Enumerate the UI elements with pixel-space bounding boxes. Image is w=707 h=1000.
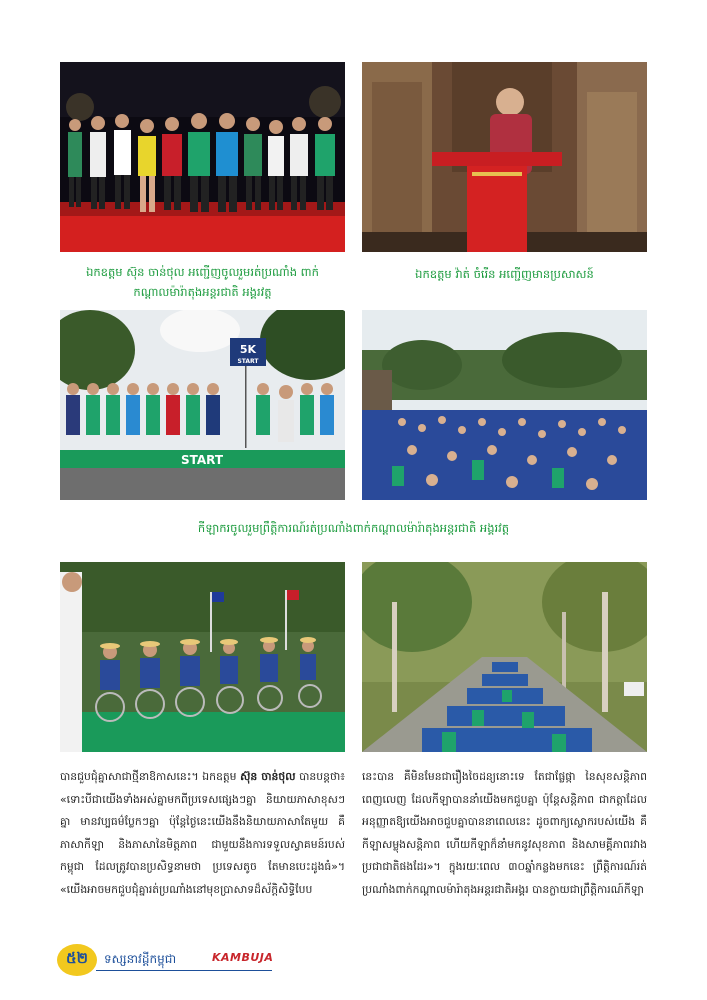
page-number-badge: ៥២ xyxy=(57,944,97,976)
caption-top-right: ឯកឧត្តម វ៉ាត់ ចំរើន អញ្ជើញមានប្រសាសន៍ xyxy=(415,267,594,281)
photo-speaker-podium xyxy=(362,62,647,252)
start-sign-5k: 5K xyxy=(239,343,257,356)
caption-middle: កីឡាករចូលរួមព្រឹត្តិការណ៍រត់ប្រណាំងពាក់កណ្ដាលម៉ារ៉ាតុងអន្តរជាតិ អង្គរវត្ត xyxy=(197,521,510,535)
start-floor-text: START xyxy=(180,453,224,467)
magazine-title: ទស្សនាវដ្ដីកម្ពុជា xyxy=(104,952,177,966)
brand-name: KAMBUJA xyxy=(212,951,274,964)
body-column-right: នេះបាន គឺមិនមែនជារឿងចៃដន្យនោះទេ តែជាផ្លែផ្កា នៃសុខសន្តិភាពពេញលេញ ដែលកីឡាបាននាំយើងមកជួបគ្នា ប៉ុន្តែសន្តិភាព ជាកត្តាដែលអនុញ្ញាតឱ្យយើងអាចជួបគ្នាបាននាពេលនេះ ដូចពាក្យស្លោករបស់យើង គឺកីឡាសម្លុងសន្តិភាព ហើយកីឡាក៏នាំមកនូវសុខភាព និងសាមគ្គីភាពរវាងប្រជាជាតិផងដែរ»។ ក្នុងរយៈពេល ៣០ឆ្នាំកន្លងមកនេះ ព្រឹត្តិការណ៍រត់ប្រណាំងពាក់កណ្ដាលម៉ារ៉ាតុងអន្តរជាតិអង្គរ បានក្លាយជាព្រឹត្តិការណ៍កីឡា xyxy=(362,770,647,896)
footer-divider xyxy=(96,970,272,971)
photo-runners-crowd xyxy=(362,310,647,500)
photo-5k-start-line xyxy=(60,310,345,500)
photo-forest-road-runners xyxy=(362,562,647,752)
body-left-name: ស៊ុន ចាន់ថុល xyxy=(240,770,296,783)
body-left-text: បានបន្តថា៖ «ទោះបីជាយើងទាំងអស់គ្នាមកពីប្រទេសផ្សេងៗគ្នា និយាយភាសាខុសៗគ្នា មានវប្បធម៌ប្លែកៗគ្នា ប៉ុន្តែថ្ងៃនេះយើងនឹងនិយាយភាសាតែមួយ គឺភាសាកីឡា និងភាសានៃមិត្តភាព ជាមួយនឹងការទទួលស្វាគមន៍របស់កម្ពុជា ដែលត្រូវបានប្រសិទ្ធនាមថា ប្រទេសតូច តែមានបេះដូងធំ»។ «យើងអាចមកជួបជុំគ្នារត់ប្រណាំងនៅមុខប្រាសាទដ៏ស័ក្តិសិទ្ធិបែប xyxy=(60,770,345,896)
photo-wheelchair-racers xyxy=(60,562,345,752)
body-column-left xyxy=(60,766,345,946)
start-sign-start: START xyxy=(237,358,259,365)
body-left-intro: បានជួបជុំគ្នាសាជាថ្មីនាឱកាសនេះ។ ឯកឧត្តម xyxy=(60,770,241,783)
photo-dignitaries-red-carpet xyxy=(60,62,345,252)
caption-top-left: ឯកឧត្តម ស៊ុន ចាន់ថុល អញ្ជើញចូលរួមរត់ប្រណាំង ពាក់កណ្ដាលម៉ារ៉ាតុងអន្តរជាតិ អង្គរវត្ត xyxy=(86,265,319,299)
